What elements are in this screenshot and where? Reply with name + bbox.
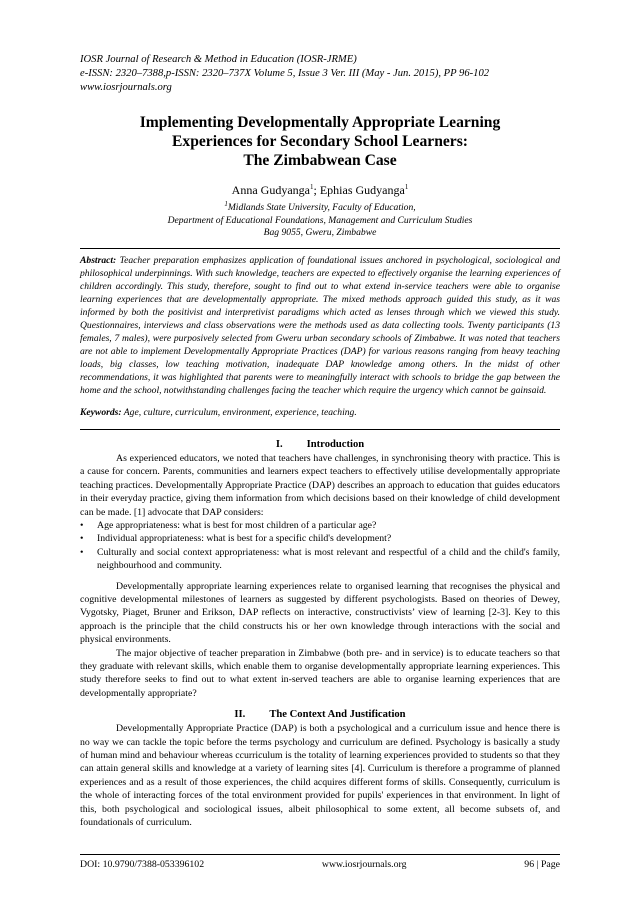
abstract — [80, 254, 560, 397]
author-list — [80, 180, 560, 198]
author-affiliation-mark: 1 — [309, 183, 314, 191]
section-number: I. — [275, 438, 283, 450]
page-footer — [80, 854, 560, 870]
title-line-1: Implementing Developmentally Appropriate Learning — [139, 114, 501, 131]
abstract-label: Abstract: — [80, 254, 117, 266]
title-line-2: Experiences for Secondary School Learners: — [172, 133, 468, 150]
keywords-text: Age, culture, curriculum, environment, experience, teaching. — [121, 407, 357, 419]
keywords — [80, 406, 560, 419]
list-item: • Age appropriateness: what is best for most children of a particular age? — [80, 519, 377, 531]
list-item: • Culturally and social context appropriateness: what is most relevant and respectful of a child and the child's family, neighbourhood and community. — [80, 546, 560, 572]
bullet-glyph: • — [80, 519, 84, 531]
affiliation-line-2: Department of Educational Foundations, Management and Curriculum Studies — [167, 214, 473, 226]
footer-site: www.iosrjournals.org — [321, 859, 407, 870]
abstract-text: Teacher preparation emphasizes application of foundational issues anchored in psychological, sociological and philosophical underpinnings. With such knowledge, teachers are expected to effectively organise the learning experiences of children accordingly. This study, therefore, sought to find out to what extend in-service teachers were able to organise learning experiences that are developmentally appropriate. The mixed methods approach guided this study, as it was informed by both the positivist and interpretivist paradigms which acted as lenses through which we viewed this study. Questionnaires, interviews and class observations were the methods used as data collecting tools. Twenty participants (13 females, 7 males), were purposively selected from Gweru urban secondary schools of Zimbabwe. It was noted that teachers are not able to implement Developmentally Appropriate Practices (DAP) for various reasons ranging from heavy teaching loads, big classes, low teaching motivation, inadequate DAP knowledge among others. In the midst of other recommendations, it was highlighted that parents were to meaningfully interact with schools to bridge the gap between the home and the school, notwithstanding challenges facing the teacher which require the urgency which cannot be gainsaid. — [80, 254, 560, 396]
affiliation-mark: 1 — [224, 200, 228, 208]
journal-issn: e-ISSN: 2320–7388,p-ISSN: 2320–737X Volume 5, Issue 3 Ver. III (May - Jun. 2015), PP 96-102 — [80, 68, 490, 79]
affiliation-line-1: $^1$Midlands State University, Faculty of Education, — [224, 200, 416, 214]
paragraph: Developmentally Appropriate Practice (DAP) is both a psychological and a curriculum issue and hence there is no way we can tackle the topic before the terms psychology and curriculum are defined. Psychology is basically a study of human mind and behaviour whereas ccurriculum is the totality of learning experiences provided to students so that they can attain general skills and knowledge at a variety of learning sites [4]. Curriculum is therefore a programme of planned experiences and as a result of those experiences, the child acquires different forms of skills. Consequently, curriculum is the whole of interacting forces of the total environment provided for pupils' experiences in that environment. In light of this, both psychological and sociological issues, albeit philosophical to some extent, all become subsets of, and foundationals of curriculum. — [80, 723, 560, 829]
abstract-bottom-rule — [80, 429, 560, 430]
paragraph: The major objective of teacher preparation in Zimbabwe (both pre- and in service) is to educate teachers so that they graduate with relevant skills, which enable them to organise developmentally appropriate learning experiences. This study therefore seeks to find out to what extent in-served teachers are able to organise learning experiences that are developmentally appropriate? — [80, 647, 560, 699]
paragraph: As experienced educators, we noted that teachers have challenges, in synchronising theory with practice. This is a cause for concern. Parents, communities and learners expect teachers to effectively utilise developmentally appropriate teaching practices. Developmentally Appropriate Practice (DAP) describes an approach to education that guides educators in their everyday practice, giving them information from which decisions based on their knowledge of child development can be made. [1] advocate that DAP considers: — [80, 452, 560, 518]
abstract-top-rule — [80, 248, 560, 249]
title-line-3: The Zimbabwean Case — [243, 152, 397, 169]
bullet-glyph: • — [80, 546, 84, 558]
author-name: Anna Gudyanga — [231, 183, 310, 197]
section-heading-context — [80, 708, 560, 722]
author-affiliation-mark: 1 — [404, 183, 409, 191]
affiliation — [80, 198, 560, 240]
list-item: • Individual appropriateness: what is best for a specific child's development? — [80, 533, 392, 545]
author-name: Ephias Gudyanga — [319, 183, 405, 197]
journal-name: IOSR Journal of Research & Method in Education (IOSR-JRME) — [80, 54, 357, 65]
footer-page-number: 96 | Page — [524, 859, 560, 870]
keywords-label: Keywords: — [80, 407, 122, 419]
journal-url: www.iosrjournals.org — [80, 82, 172, 93]
affiliation-line-3: Bag 9055, Gweru, Zimbabwe — [263, 227, 377, 239]
section-title: Introduction — [306, 438, 365, 450]
footer-doi: DOI: 10.9790/7388-053396102 — [80, 859, 205, 870]
section-number: II. — [234, 709, 246, 721]
section-title: The Context And Justification — [269, 709, 406, 721]
section-heading-introduction — [80, 438, 560, 452]
paper-page — [80, 53, 560, 829]
author-separator: ; — [313, 183, 320, 197]
bullet-list — [80, 519, 560, 573]
paper-title — [80, 113, 560, 170]
paragraph: Developmentally appropriate learning experiences relate to organised learning that recognises the physical and cognitive developmental milestones of learners as suggested by different psychologists. Based on theories of Dewey, Vygotsky, Piaget, Bruner and Erikson, DAP reflects on interactive, constructivists’ view of learning [2-3]. Key to this approach is the principle that the child constructs his or her own knowledge through interactions with the social and physical environments. — [80, 580, 560, 646]
bullet-glyph: • — [80, 533, 84, 545]
